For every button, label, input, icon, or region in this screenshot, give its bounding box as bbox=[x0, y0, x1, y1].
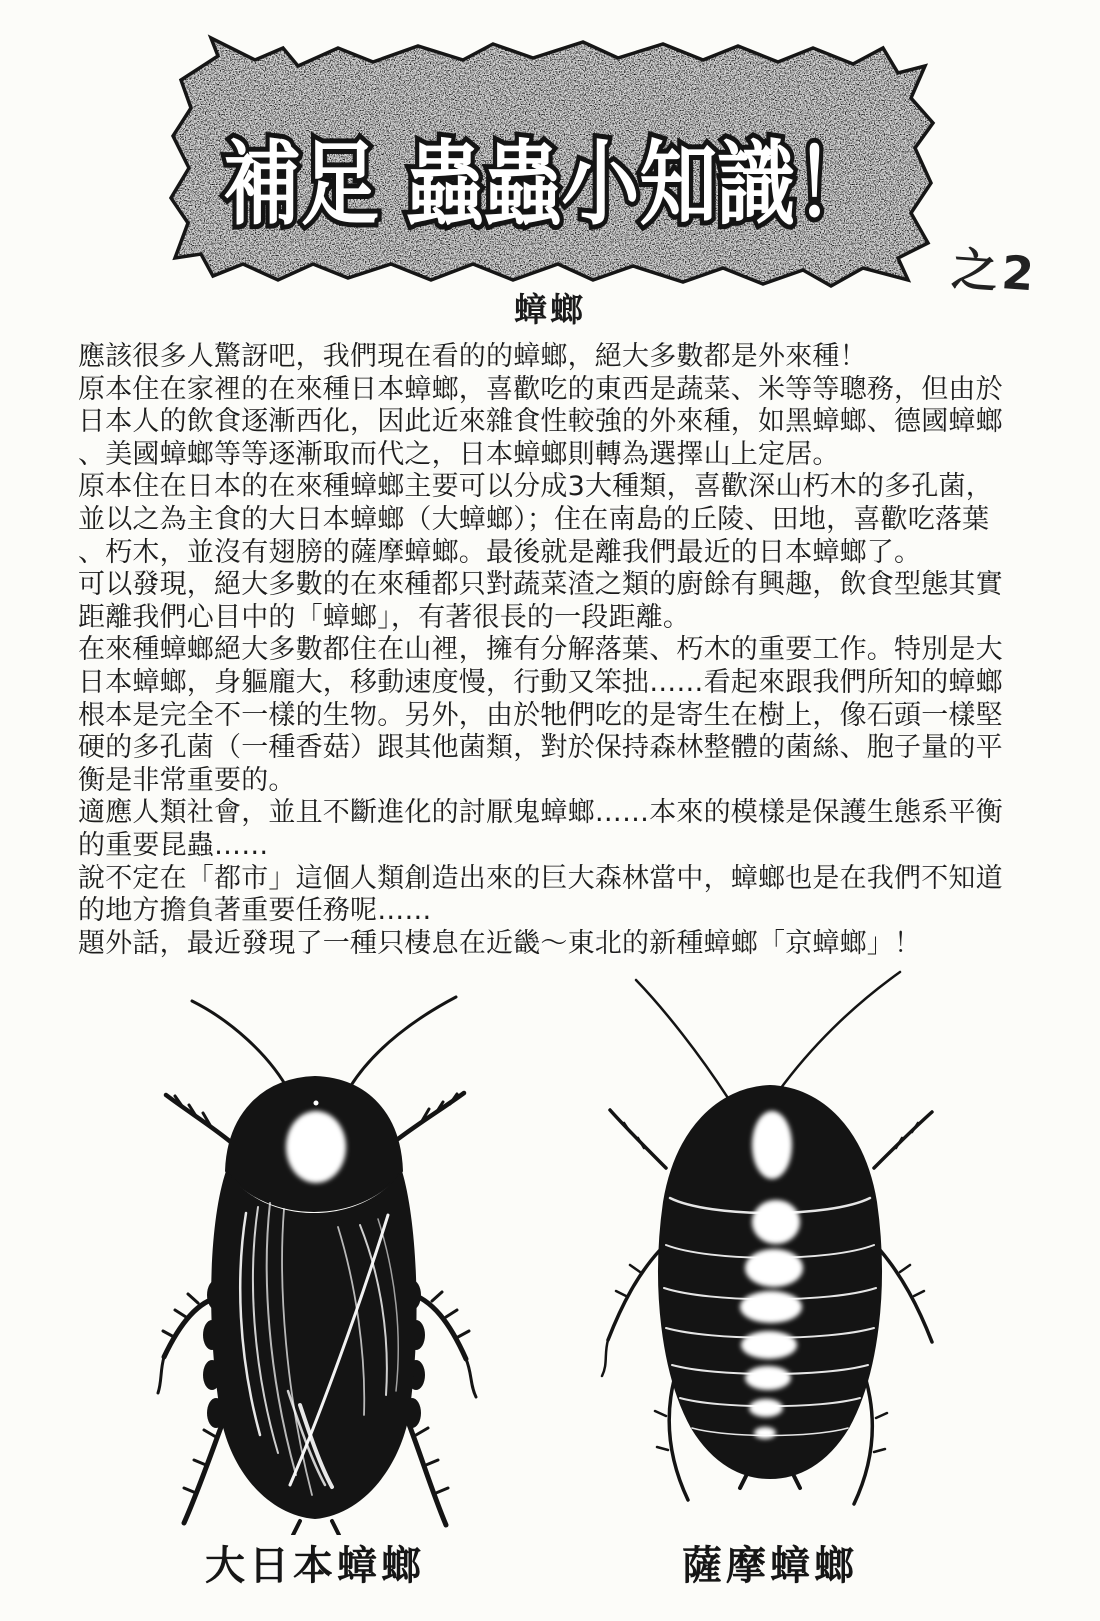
body-line: 原本住在日本的在來種蟑螂主要可以分成3大種類，喜歡深山朽木的多孔菌， bbox=[78, 471, 993, 503]
body-line: 、朽木，並沒有翅膀的薩摩蟑螂。最後就是離我們最近的日本蟑螂了。 bbox=[78, 536, 922, 568]
body-line: 的重要昆蟲…… bbox=[78, 829, 269, 861]
body-line: 日本人的飲食逐漸西化，因此近來雜食性較強的外來種，如黑蟑螂、德國蟑螂 bbox=[78, 406, 1003, 438]
body-line: 的地方擔負著重要任務呢…… bbox=[78, 895, 432, 927]
figure-label-satsuma-cockroach: 薩摩蟑螂 bbox=[682, 1543, 858, 1589]
body-line: 並以之為主食的大日本蟑螂（大蟑螂）；住在南島的丘陵、田地，喜歡吃落葉 bbox=[78, 503, 990, 535]
page-title: 蟑螂 bbox=[514, 290, 586, 329]
body-line: 距離我們心目中的「蟑螂」，有著很長的一段距離。 bbox=[78, 601, 691, 633]
body-line: 適應人類社會，並且不斷進化的討厭鬼蟑螂……本來的模樣是保護生態系平衡 bbox=[78, 797, 1003, 829]
giant-japanese-cockroach-illustration bbox=[150, 975, 480, 1535]
figure-label-giant-japanese-cockroach: 大日本蟑螂 bbox=[205, 1543, 425, 1589]
body-line: 原本住在家裡的在來種日本蟑螂，喜歡吃的東西是蔬菜、米等等聰務，但由於 bbox=[78, 373, 1003, 405]
banner-numbering: 之2 bbox=[950, 241, 1040, 302]
body-line: 、美國蟑螂等等逐漸取而代之，日本蟑螂則轉為選擇山上定居。 bbox=[78, 438, 840, 470]
satsuma-cockroach-illustration bbox=[600, 950, 940, 1510]
body-line: 說不定在「都市」這個人類創造出來的巨大森林當中，蟑螂也是在我們不知道 bbox=[78, 862, 1003, 894]
body-line: 日本蟑螂，身軀龐大，移動速度慢，行動又笨拙……看起來跟我們所知的蟑螂 bbox=[78, 666, 1003, 698]
body-line: 可以發現，絕大多數的在來種都只對蔬菜渣之類的廚餘有興趣，飲食型態其實 bbox=[78, 569, 1003, 601]
banner-burst-graphic bbox=[163, 18, 947, 310]
body-line: 硬的多孔菌（一種香菇）跟其他菌類，對於保持森林整體的菌絲、胞子量的平 bbox=[78, 732, 1003, 764]
body-line: 根本是完全不一樣的生物。另外，由於牠們吃的是寄生在樹上，像石頭一樣堅 bbox=[78, 699, 1003, 731]
banner-title: 補足 蟲蟲小知識！ bbox=[223, 131, 873, 238]
figure-giant-japanese-cockroach bbox=[150, 975, 480, 1535]
banner bbox=[163, 18, 947, 310]
body-text bbox=[78, 341, 1038, 960]
body-line: 應該很多人驚訝吧，我們現在看的的蟑螂，絕大多數都是外來種！ bbox=[78, 341, 867, 372]
body-line: 衡是非常重要的。 bbox=[78, 764, 296, 796]
figure-satsuma-cockroach bbox=[600, 950, 940, 1510]
body-line: 在來種蟑螂絕大多數都住在山裡，擁有分解落葉、朽木的重要工作。特別是大 bbox=[78, 634, 1003, 666]
body-line: 題外話，最近發現了一種只棲息在近畿～東北的新種蟑螂「京蟑螂」！ bbox=[78, 927, 922, 959]
